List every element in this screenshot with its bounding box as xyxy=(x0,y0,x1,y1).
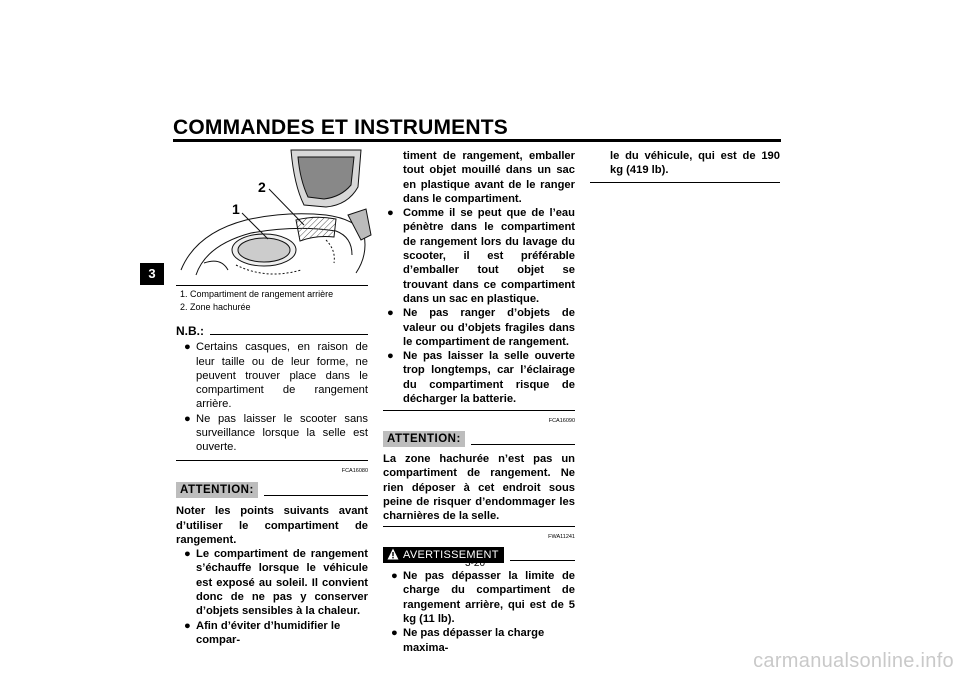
figure-captions xyxy=(180,288,333,314)
caption-1: 1. Compartiment de rangement arrière xyxy=(180,289,334,299)
page-number: 3-20 xyxy=(465,558,486,569)
bullet-icon: ● xyxy=(391,570,398,583)
attention1-item: ● Afin d’éviter d’humidifier le compar- xyxy=(184,619,341,646)
warning-item: ● Ne pas dépasser la limite de charge du compartiment de rangement arrière, qui est de 5 kg (11 lb). xyxy=(391,570,575,625)
attention2-rule xyxy=(471,444,575,445)
warning-label-box xyxy=(383,547,504,563)
attention2-code: FCA16090 xyxy=(548,418,575,425)
callout-1: 1 xyxy=(232,201,240,217)
chapter-tab: 3 xyxy=(140,263,164,285)
warning-label: AVERTISSEMENT xyxy=(403,548,499,561)
footer-watermark: carmanualsonline.info xyxy=(753,650,954,672)
title-rule xyxy=(173,139,781,142)
warning-rule xyxy=(510,560,575,561)
attention1-item: ● Ne pas laisser la selle ouverte trop longtemps, car l’éclairage du compartiment risque de décharger la batterie. xyxy=(387,350,575,406)
column-1 xyxy=(176,324,368,647)
attention1-item: ● Le compartiment de rangement s’échauffe lorsque le véhicule est exposé au soleil. Il convient donc de ne pas y conserver d’objets sensibles à la chaleur. xyxy=(184,548,368,618)
column-3 xyxy=(590,149,780,183)
attention1-end-rule xyxy=(383,410,575,411)
warning-code: FWA11241 xyxy=(548,534,575,541)
attention1-label: ATTENTION: xyxy=(176,482,258,498)
bullet-icon: ● xyxy=(387,350,394,363)
bullet-icon: ● xyxy=(387,207,394,220)
bullet-icon: ● xyxy=(184,412,191,425)
warning-item-continued: le du véhicule, qui est de 190 kg (419 lb). xyxy=(610,150,780,177)
nb-rule xyxy=(210,334,368,335)
bullet-icon: ● xyxy=(184,548,191,561)
storage-compartment-figure xyxy=(176,145,376,285)
attention1-header xyxy=(176,482,368,498)
warning-end-rule xyxy=(590,182,780,183)
attention1-item-continued: timent de rangement, emballer tout objet mouillé dans un sac en plastique avant de le ranger dans le compartiment. xyxy=(403,150,575,205)
scooter-seat-illustration xyxy=(176,145,376,285)
nb-item: ● Certains casques, en raison de leur taille ou de leur forme, ne peuvent trouver place dans le compartiment de rangement arrière. xyxy=(184,341,368,411)
attention1-rule xyxy=(264,495,368,496)
nb-label: N.B.: xyxy=(176,324,204,338)
attention1-item: ● Comme il se peut que de l’eau pénètre dans le compartiment de rangement lors du lavage du scooter, il est préférable d’emballer tout objet se trouvant dans ce compartiment dans un sac en plastique. xyxy=(387,207,575,305)
bullet-icon: ● xyxy=(391,627,398,640)
bullet-icon: ● xyxy=(184,619,191,632)
attention2-header xyxy=(383,431,575,447)
column-2 xyxy=(383,149,575,655)
bullet-icon: ● xyxy=(387,307,394,320)
bullet-icon: ● xyxy=(184,341,191,354)
caption-2: 2. Zone hachurée xyxy=(180,302,251,312)
attention2-text: La zone hachurée n’est pas un compartiment de rangement. Ne rien déposer à cet endroit sous peine de risquer d’endommager les charnières de la selle. xyxy=(383,452,575,523)
nb-header xyxy=(176,324,368,338)
warning-item: ● Ne pas dépasser la charge maxima- xyxy=(391,627,545,654)
nb-item: ● Ne pas laisser le scooter sans surveillance lorsque la selle est ouverte. xyxy=(184,412,368,454)
warning-triangle-icon xyxy=(387,548,399,560)
attention1-intro: Noter les points suivants avant d’utiliser le compartiment de rangement. xyxy=(176,505,368,546)
attention2-label: ATTENTION: xyxy=(383,431,465,447)
figure-caption-rule xyxy=(176,285,368,286)
nb-end-rule xyxy=(176,460,368,461)
attention1-item: ● Ne pas ranger d’objets de valeur ou d’objets fragiles dans le compartiment de rangement. xyxy=(387,307,575,348)
callout-2: 2 xyxy=(258,179,266,195)
attention1-code: FCA16080 xyxy=(341,467,368,474)
page-title: COMMANDES ET INSTRUMENTS xyxy=(173,116,508,139)
attention2-end-rule xyxy=(383,526,575,527)
